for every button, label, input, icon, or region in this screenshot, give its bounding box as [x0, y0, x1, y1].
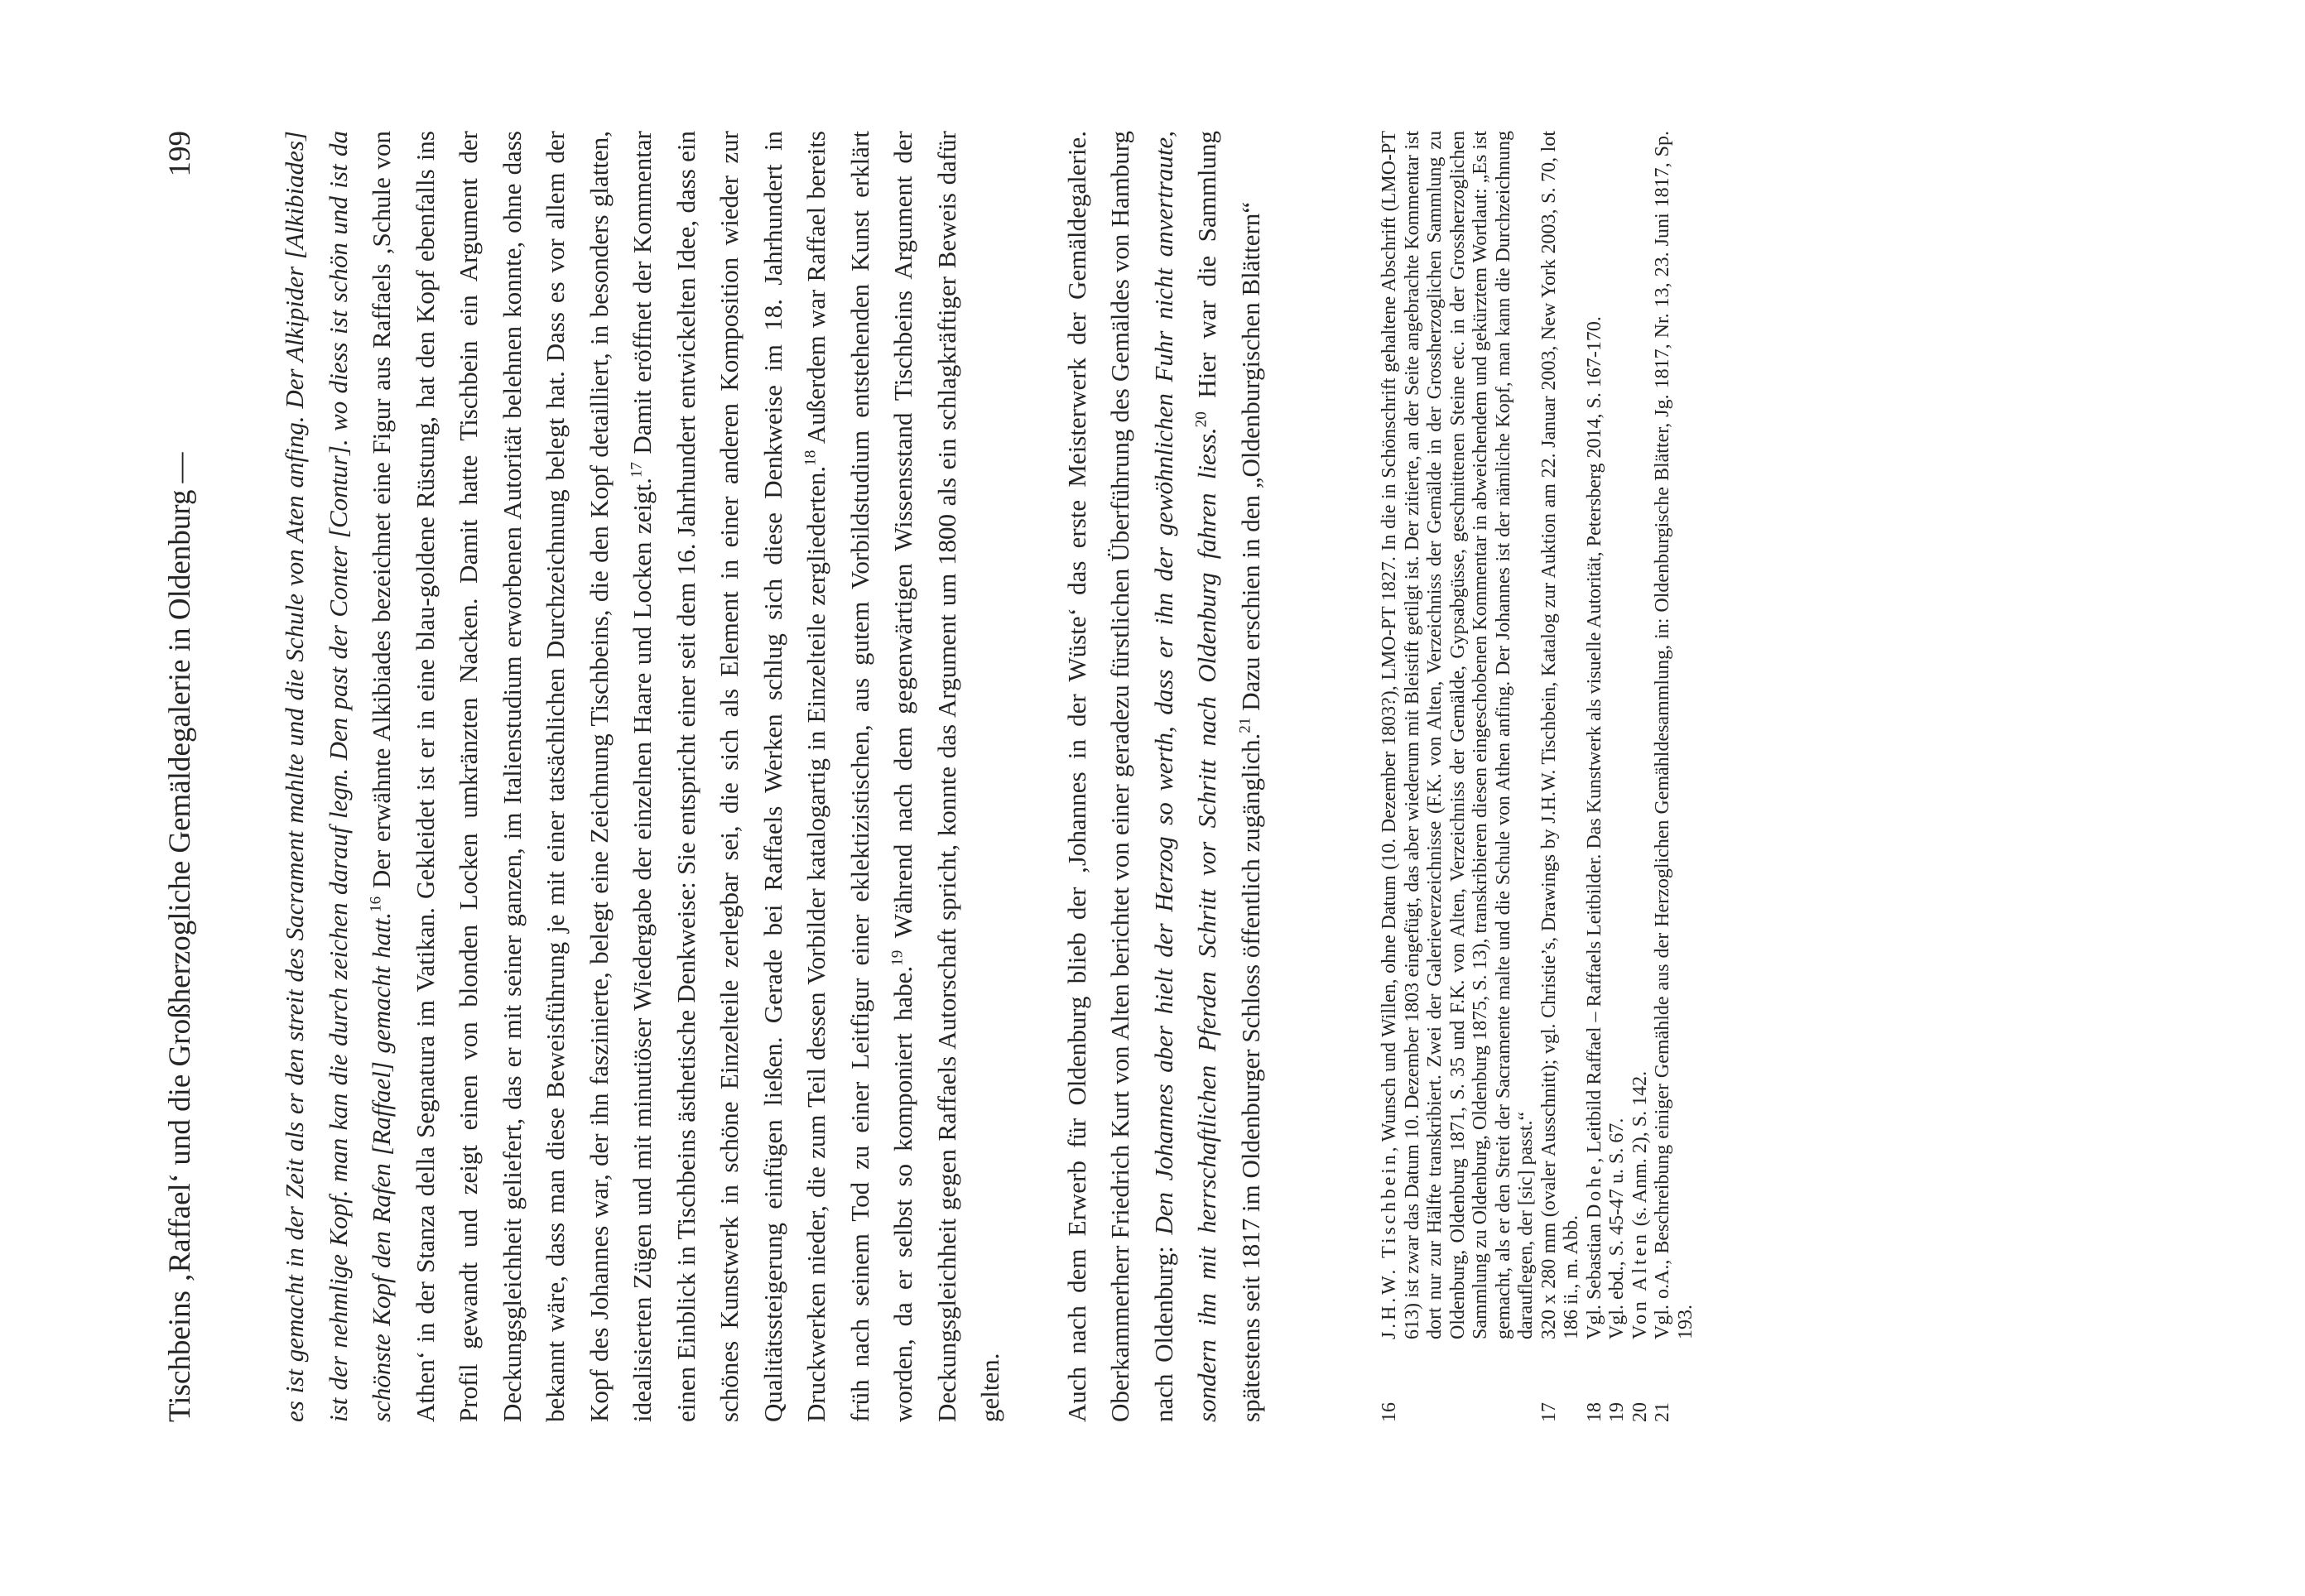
body-text	[273, 131, 1273, 1422]
footnote-17	[1538, 131, 1584, 1422]
footnote-author: Von Alten	[1629, 1231, 1651, 1339]
footnote-number: 21	[1652, 1402, 1673, 1422]
footnote-text: Vgl. ebd., S. 45-47 u. S. 67.	[1606, 1118, 1628, 1339]
footnote-author: Dohe	[1583, 1162, 1605, 1219]
footnote-number: 20	[1629, 1402, 1651, 1422]
header-title: Tischbeins ‚Raffael‘ und die Großherzogliche Gemäldegalerie in Oldenburg	[163, 489, 197, 1422]
footnote-21	[1652, 131, 1697, 1422]
footnote-number: 19	[1606, 1402, 1628, 1422]
alten-quote: Den Johannes aber hielt der Herzog so werth, dass er ihn der gewöhnlichen Fuhr nicht anvertraute, sondern ihn mit herrschaftlichen Pferden Schritt vor Schritt nach Oldenburg fahren liess.	[1148, 131, 1221, 1422]
page-number: 199	[163, 131, 197, 177]
footnote-text: Vgl. o.A., Beschreibung einiger Gemählde aus der Herzoglichen Gemähldesammlung, in: Oldenburgische Blätter, Jg. 1817, Nr. 13, 23. Juni 1817, Sp. 193.	[1652, 131, 1696, 1339]
paragraph-1-text-b: Damit eröffnet der Kommentar einen Einblick in Tischbeins ästhetische Denkweise: Sie entspricht einer seit dem 16. Jahrhundert entwickelten Idee, dass ein schönes Kunstwerk in schöne Einzelteile zerlegbar sei, die sich als Element in einer anderen Komposition wieder zur Qualitätssteigerung einfügen ließen. Gerade bei Raffaels Werken schlug sich diese Denkweise im 18. Jahrhundert in Druckwerken nieder, die zum Teil dessen Vorbilder katalogartig in Einzelteile zergliederten.	[628, 131, 830, 1422]
footnote-ref-16[interactable]: 16	[367, 896, 385, 912]
footnote-18	[1584, 131, 1607, 1422]
footnote-prefix: Vgl. Sebastian	[1583, 1219, 1605, 1339]
footnote-text	[1629, 131, 1653, 1339]
tischbein-quote: es ist gemacht in der Zeit als er den streit des Sacrament mahlte und die Schule von Aten anfing. Der Alkipider [Alkibiades] ist der nehmlige Kopf. man kan die durch zeichen darauf legn. Den past der Conter [Contur]. wo diess ist schön und ist da schönste Kopf den Rafen [Raffael] gemacht hatt.	[280, 131, 396, 1422]
footnote-ref-21[interactable]: 21	[1235, 717, 1254, 733]
footnote-ref-20[interactable]: 20	[1192, 411, 1210, 428]
paragraph-2-text-a: Auch nach dem Erwerb für Oldenburg blieb der ‚Johannes in der Wüste‘ das erste Meisterwerk der Gemäldegalerie. Oberkammerherr Friedrich Kurt von Alten berichtet von einer geradezu fürstlichen Überführung des Gemäldes von Hamburg nach Oldenburg:	[1061, 131, 1178, 1422]
header-separator: —	[163, 452, 197, 483]
footnote-20	[1629, 131, 1653, 1422]
footnote-ref-19[interactable]: 19	[888, 949, 907, 966]
paragraph-2-text-b: Hier war die Sammlung spätestens seit 1817 im Oldenburger Schloss öffentlich zugänglich.	[1192, 131, 1265, 1422]
footnote-text	[1379, 131, 1538, 1339]
paragraph-1-text-c: Außerdem war Raffael bereits früh nach seinem Tod zu einer Leitfigur einer eklektizistischen, aus gutem Vorbildstudium entstehenden Kunst erklärt worden, da er selbst so komponiert habe.	[801, 131, 917, 1422]
footnote-number: 18	[1583, 1402, 1605, 1422]
footnote-ref-18[interactable]: 18	[801, 449, 820, 466]
footnote-number: 17	[1537, 1402, 1560, 1422]
footnote-body: , Wunsch und Willen, ohne Datum (10. Dezember 1803?), LMO-PT 1827. In die in Schönschrift gehaltene Abschrift (LMO-PT 613) ist zwar das Datum 10. Dezember 1803 eingefügt, das aber wiederum mit Bleistift getilgt ist. Der zitierte, an der Seite angebrachte Kommentar ist dort nur zur Hälfte transkribiert. Zwei der Galerieverzeichnisse (F.K. von Alten, Verzeichniss der Gemälde in der Grossherzoglichen Sammlung zu Oldenburg, Oldenburg 1871, S. 35 und F.K. von Alten, Verzeichniss der Gemälde, Gypsabgüsse, geschnittenen Steine etc. in der Grossherzoglichen Sammlung zu Oldenburg, Oldenburg 1875, S. 13), transkribieren diesen eingeschobenen Kommentar in abweichendem und gekürztem Wortlaut: „Es ist gemacht, als er den Streit der Sacramente malte und die Schule von Athen anfing. Der Johannes ist der nämliche Kopf, man kann die Durchzeichnung darauflegen, der [sic] passt.“	[1379, 131, 1537, 1339]
paragraph-1-text-d: Während nach dem gegenwärtigen Wissensstand Tischbeins Argument der Deckungsgleichheit gegen Raffaels Autorschaft spricht, konnte das Argument um 1800 als ein schlagkräftiger Beweis dafür gelten.	[888, 131, 1004, 1422]
footnote-body: (s. Anm. 2), S. 142.	[1629, 1070, 1651, 1232]
paragraph-2	[1056, 131, 1273, 1422]
running-header	[162, 131, 199, 1422]
footnote-19	[1606, 131, 1629, 1422]
paragraph-2-text-c: Dazu erschien in den „Oldenburgischen Blättern“	[1235, 201, 1265, 718]
footnote-number: 16	[1379, 1402, 1400, 1422]
footnote-16	[1379, 131, 1538, 1422]
paragraph-1	[273, 131, 1013, 1422]
footnote-body: , Leitbild Raffael – Raffaels Leitbilder. Das Kunstwerk als visuelle Autorität, Petersberg 2014, S. 167-170.	[1583, 316, 1605, 1163]
footnote-text	[1584, 131, 1607, 1339]
footnote-ref-17[interactable]: 17	[628, 461, 646, 478]
footnotes	[1379, 131, 1697, 1422]
footnote-author: J.H.W. Tischbein	[1379, 1151, 1400, 1339]
paragraph-1-text-a: Der erwähnte Alkibiades bezeichnet eine Figur aus Raffaels ‚Schule von Athen‘ in der Stanza della Segnatura im Vatikan. Gekleidet ist er in eine blau-goldene Rüstung, hat den Kopf ebenfalls ins Profil gewandt und zeigt einen von blonden Locken umkränzten Nacken. Damit hatte Tischbein ein Argument der Deckungsgleichheit geliefert, das er mit seiner ganzen, im Italienstudium erworbenen Autorität belehnen konnte, ohne dass bekannt wäre, dass man diese Beweisführung je mit einer tatsächlichen Durchzeichnung belegt hat. Dass es vor allem der Kopf des Johannes war, der ihn faszinierte, belegt eine Zeichnung Tischbeins, die den Kopf detailliert, in besonders glatten, idealisierten Zügen und mit minutiöser Wiedergabe der einzelnen Haare und Locken zeigt.	[367, 131, 657, 1422]
footnote-text: 320 x 280 mm (ovaler Ausschnitt); vgl. Christie’s, Drawings by J.H.W. Tischbein, Katalog zur Auktion am 22. Januar 2003, New York 2003, S. 70, lot 186 ii., m. Abb.	[1537, 131, 1582, 1339]
